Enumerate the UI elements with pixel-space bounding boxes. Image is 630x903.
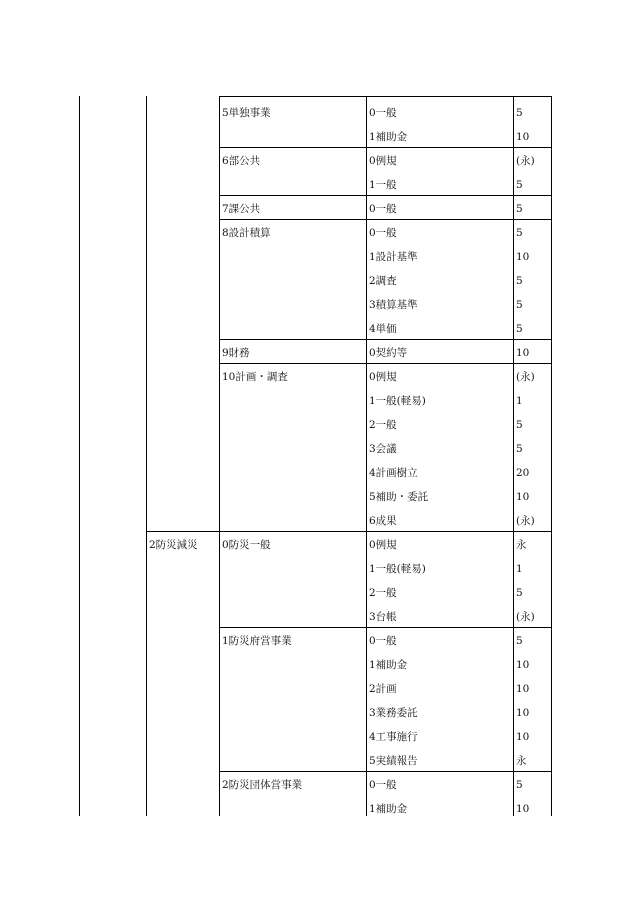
table-cell-c3: 0防災一般 <box>222 539 271 551</box>
group-divider-line <box>219 363 552 364</box>
table-cell-c4: 0一般 <box>369 779 397 791</box>
table-cell-c5: 10 <box>516 803 530 815</box>
table-cell-c4: 2一般 <box>369 587 397 599</box>
table-cell-c5: 5 <box>516 203 523 215</box>
table-cell-c5: 5 <box>516 227 523 239</box>
table-cell-c4: 1補助金 <box>369 659 408 671</box>
table-cell-c4: 1一般 <box>369 179 397 191</box>
group-divider-line <box>219 627 552 628</box>
table-cell-c4: 0例規 <box>369 371 397 383</box>
table-cell-c5: 1 <box>516 563 523 575</box>
table-cell-c4: 5補助・委託 <box>369 491 429 503</box>
table-cell-c5: 10 <box>516 731 530 743</box>
table-cell-c4: 3会議 <box>369 443 397 455</box>
table-cell-c4: 0一般 <box>369 635 397 647</box>
table-cell-c4: 2調査 <box>369 275 397 287</box>
col3-border <box>219 96 220 816</box>
table-cell-c4: 4単価 <box>369 323 397 335</box>
table-cell-c5: 5 <box>516 635 523 647</box>
table-cell-c5: 10 <box>516 251 530 263</box>
table-cell-c2: 2防災減災 <box>149 539 198 551</box>
table-cell-c5: 5 <box>516 419 523 431</box>
table-cell-c5: 5 <box>516 299 523 311</box>
group-divider-line <box>219 771 552 772</box>
table-cell-c4: 0一般 <box>369 107 397 119</box>
table-cell-c4: 2一般 <box>369 419 397 431</box>
table-cell-c4: 0一般 <box>369 203 397 215</box>
table-cell-c5: 永 <box>516 755 527 767</box>
table-cell-c4: 0例規 <box>369 539 397 551</box>
col5-border <box>513 96 514 816</box>
table-cell-c5: 10 <box>516 707 530 719</box>
table-cell-c3: 1防災府営事業 <box>222 635 292 647</box>
table-cell-c4: 1補助金 <box>369 803 408 815</box>
table-cell-c5: (永) <box>516 611 535 623</box>
table-cell-c4: 3業務委託 <box>369 707 418 719</box>
table-top-border <box>219 96 552 97</box>
group-divider-line <box>219 219 552 220</box>
table-cell-c4: 3積算基準 <box>369 299 418 311</box>
table-cell-c3: 9財務 <box>222 347 250 359</box>
group-divider-line <box>219 339 552 340</box>
table-cell-c3: 2防災団体営事業 <box>222 779 303 791</box>
table-cell-c4: 1一般(軽易) <box>369 395 426 407</box>
table-cell-c3: 8設計積算 <box>222 227 271 239</box>
table-cell-c3: 10計画・調査 <box>222 371 288 383</box>
table-cell-c5: 5 <box>516 443 523 455</box>
group-divider-line <box>146 531 552 532</box>
table-cell-c5: 5 <box>516 587 523 599</box>
col2-border <box>146 96 147 816</box>
table-cell-c5: 10 <box>516 491 530 503</box>
table-cell-c5: 5 <box>516 779 523 791</box>
table-cell-c5: 永 <box>516 539 527 551</box>
table-cell-c4: 4工事施行 <box>369 731 418 743</box>
table-cell-c3: 5単独事業 <box>222 107 271 119</box>
table-cell-c5: 20 <box>516 467 530 479</box>
table-cell-c5: 10 <box>516 347 530 359</box>
table-cell-c5: 10 <box>516 131 530 143</box>
table-cell-c5: 10 <box>516 659 530 671</box>
table-cell-c4: 0例規 <box>369 155 397 167</box>
col4-border <box>366 96 367 816</box>
table-cell-c4: 5実績報告 <box>369 755 418 767</box>
table-cell-c4: 1一般(軽易) <box>369 563 426 575</box>
group-divider-line <box>219 195 552 196</box>
table-cell-c5: (永) <box>516 155 535 167</box>
table-cell-c5: 10 <box>516 683 530 695</box>
col1-border <box>79 96 80 816</box>
table-cell-c4: 2計画 <box>369 683 397 695</box>
table-cell-c4: 4計画樹立 <box>369 467 418 479</box>
table-cell-c4: 0契約等 <box>369 347 408 359</box>
table-cell-c4: 1設計基準 <box>369 251 418 263</box>
table-cell-c5: 5 <box>516 179 523 191</box>
table-cell-c4: 6成果 <box>369 515 397 527</box>
table-cell-c4: 1補助金 <box>369 131 408 143</box>
table-cell-c3: 7課公共 <box>222 203 261 215</box>
table-cell-c5: 5 <box>516 323 523 335</box>
table-cell-c5: (永) <box>516 515 535 527</box>
group-divider-line <box>219 147 552 148</box>
table-cell-c5: 5 <box>516 107 523 119</box>
table-cell-c5: (永) <box>516 371 535 383</box>
table-cell-c3: 6部公共 <box>222 155 261 167</box>
col6-border <box>551 96 552 816</box>
table-cell-c4: 0一般 <box>369 227 397 239</box>
table-cell-c5: 5 <box>516 275 523 287</box>
table-cell-c4: 3台帳 <box>369 611 397 623</box>
table-cell-c5: 1 <box>516 395 523 407</box>
